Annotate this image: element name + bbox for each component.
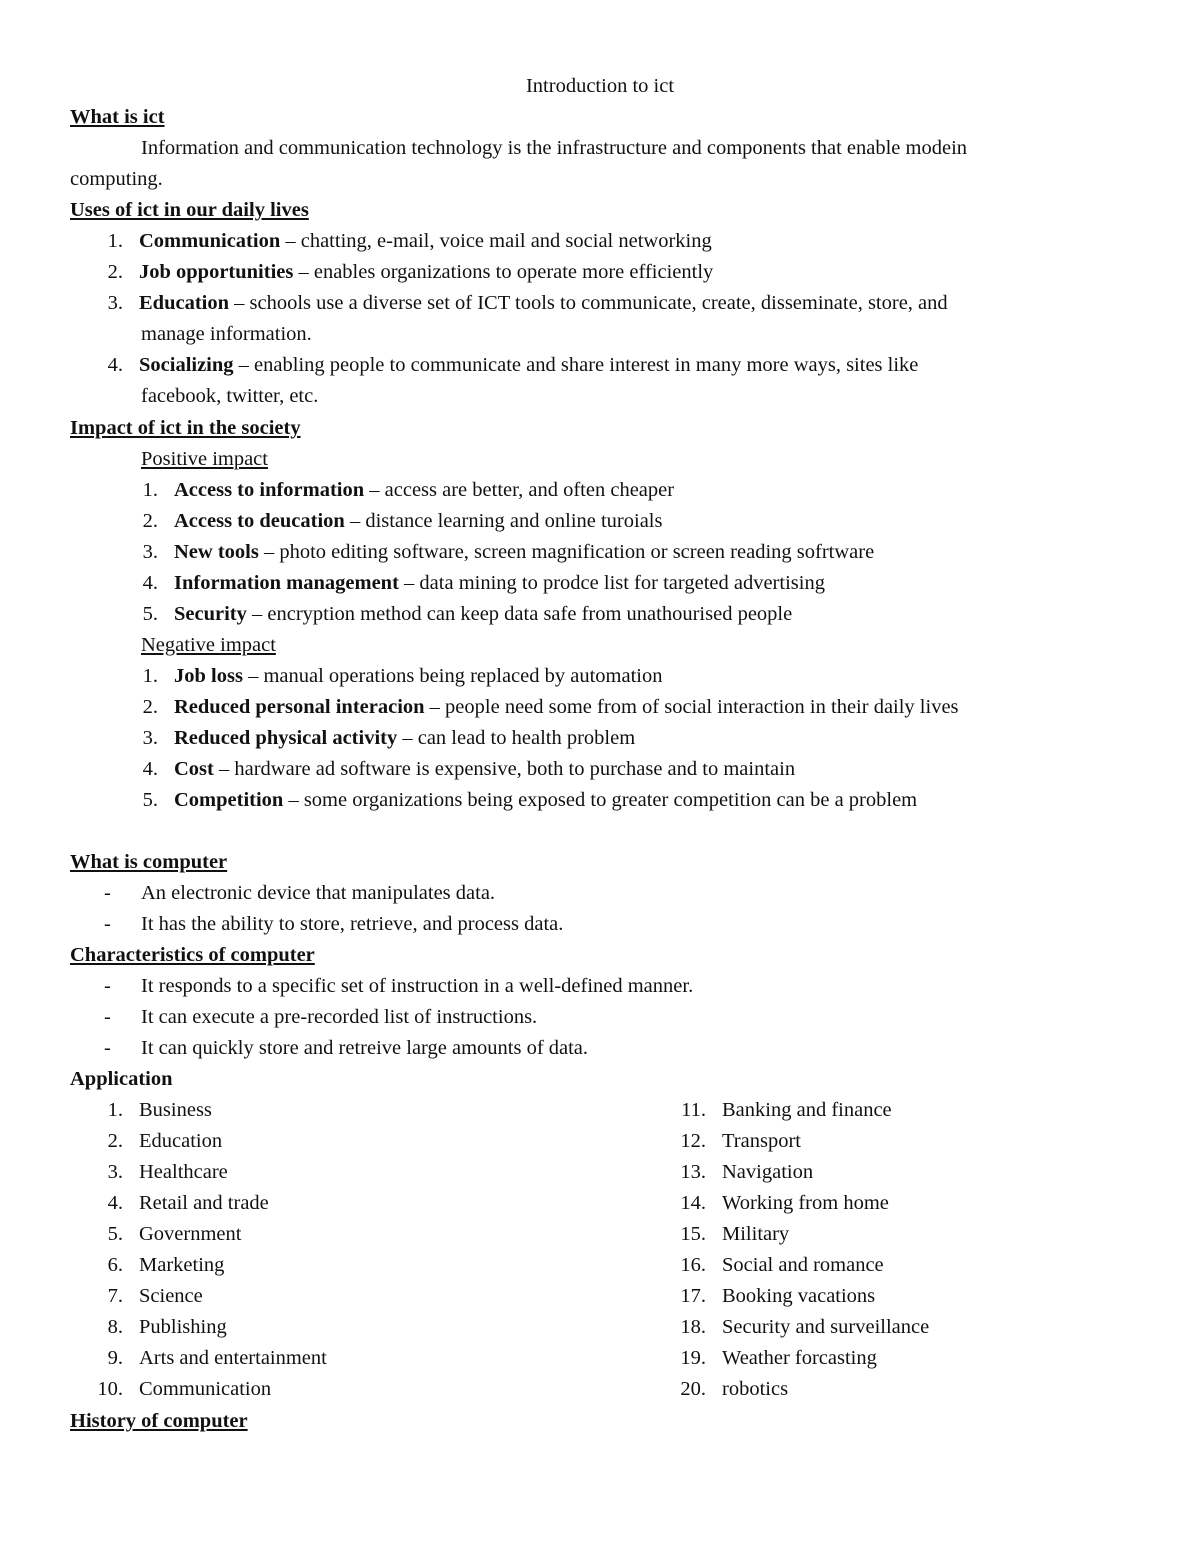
application-item: 15. Military [680, 1223, 790, 1245]
application-item: 4. Retail and trade [107, 1192, 269, 1214]
application-item: 18. Security and surveillance [680, 1316, 930, 1338]
uses-term: Education [139, 292, 229, 314]
uses-term: Job opportunities [139, 261, 294, 283]
application-item: 2. Education [107, 1130, 223, 1152]
positive-impact-item: 1. Access to information – access are better, and often cheaper [142, 479, 675, 501]
negative-impact-item: 1. Job loss – manual operations being replaced by automation [142, 665, 663, 687]
ict-definition-line2: computing. [70, 168, 163, 190]
document-title: Introduction to ict [525, 75, 675, 97]
negative-impact-item: 4. Cost – hardware ad software is expensive, both to purchase and to maintain [142, 758, 796, 780]
characteristic-bullet: - It responds to a specific set of instruction in a well-defined manner. [104, 975, 694, 997]
uses-desc: – enables organizations to operate more efficiently [293, 261, 714, 283]
uses-desc-continuation: facebook, twitter, etc. [141, 385, 319, 407]
application-item: 16. Social and romance [680, 1254, 884, 1276]
uses-term: Socializing [139, 354, 234, 376]
characteristic-bullet: - It can execute a pre-recorded list of instructions. [104, 1006, 538, 1028]
negative-impact-item: 3. Reduced physical activity – can lead to health problem [142, 727, 636, 749]
application-item: 5. Government [107, 1223, 242, 1245]
uses-list-item: 1. Communication – chatting, e-mail, voice mail and social networking [107, 230, 712, 252]
application-item: 14. Working from home [680, 1192, 889, 1214]
application-item: 3. Healthcare [107, 1161, 228, 1183]
negative-impact-item: 2. Reduced personal interacion – people need some from of social interaction in their daily lives [142, 696, 959, 718]
uses-desc: – schools use a diverse set of ICT tools to communicate, create, disseminate, store, and [229, 292, 948, 314]
positive-impact-item: 4. Information management – data mining to prodce list for targeted advertising [142, 572, 825, 594]
negative-impact-label: Negative impact [141, 634, 276, 656]
uses-desc: – enabling people to communicate and share interest in many more ways, sites like [233, 354, 919, 376]
heading-uses-of-ict: Uses of ict in our daily lives [70, 199, 309, 221]
negative-impact-item: 5. Competition – some organizations being exposed to greater competition can be a problem [142, 789, 918, 811]
heading-application: Application [70, 1068, 173, 1090]
application-item: 10. Communication [97, 1378, 272, 1400]
application-item: 1. Business [107, 1099, 212, 1121]
uses-desc-continuation: manage information. [141, 323, 312, 345]
application-item: 6. Marketing [107, 1254, 225, 1276]
positive-impact-label: Positive impact [141, 448, 268, 470]
application-item: 8. Publishing [107, 1316, 227, 1338]
application-item: 13. Navigation [680, 1161, 814, 1183]
uses-list-item: 3. Education – schools use a diverse set of ICT tools to communicate, create, disseminate, store, and [107, 292, 948, 314]
uses-list-item: 2. Job opportunities – enables organizations to operate more efficiently [107, 261, 714, 283]
positive-impact-item: 3. New tools – photo editing software, screen magnification or screen reading sofrtware [142, 541, 875, 563]
application-item: 20. robotics [680, 1378, 789, 1400]
positive-impact-item: 2. Access to deucation – distance learning and online turoials [142, 510, 663, 532]
application-item: 12. Transport [680, 1130, 801, 1152]
application-item: 9. Arts and entertainment [107, 1347, 327, 1369]
application-item: 17. Booking vacations [680, 1285, 876, 1307]
heading-what-is-ict: What is ict [70, 106, 165, 128]
heading-what-is-computer: What is computer [70, 851, 228, 873]
computer-bullet: - It has the ability to store, retrieve, and process data. [104, 913, 564, 935]
uses-term: Communication [139, 230, 281, 252]
ict-definition-line1: Information and communication technology is the infrastructure and components that enable modein [141, 137, 968, 159]
heading-impact-of-ict: Impact of ict in the society [70, 417, 301, 439]
computer-bullet: - An electronic device that manipulates data. [104, 882, 496, 904]
positive-impact-item: 5. Security – encryption method can keep data safe from unathourised people [142, 603, 793, 625]
uses-list-item: 4. Socializing – enabling people to communicate and share interest in many more ways, sites like [107, 354, 919, 376]
application-item: 11. Banking and finance [681, 1099, 892, 1121]
uses-desc: – chatting, e-mail, voice mail and social networking [280, 230, 712, 252]
heading-characteristics: Characteristics of computer [70, 944, 315, 966]
heading-history-of-computer: History of computer [70, 1410, 248, 1432]
characteristic-bullet: - It can quickly store and retreive large amounts of data. [104, 1037, 589, 1059]
application-item: 7. Science [107, 1285, 203, 1307]
application-item: 19. Weather forcasting [680, 1347, 877, 1369]
